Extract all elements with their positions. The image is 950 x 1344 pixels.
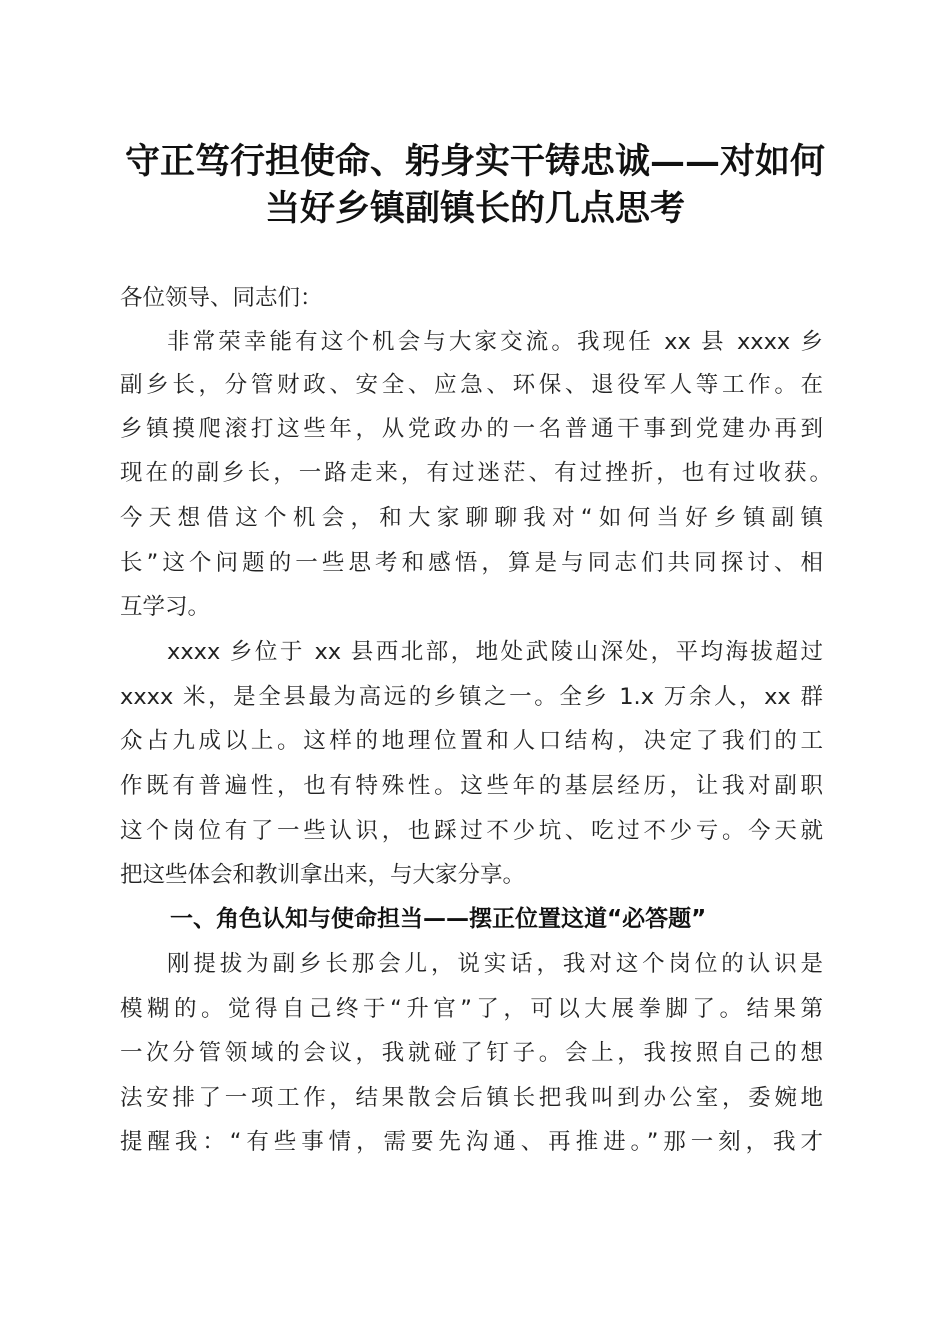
paragraph-2-line: xxxx 乡位于 xx 县西北部，地处武陵山深处，平均海拔超过 [167, 639, 823, 665]
document-title-line-2: 当好乡镇副镇长的几点思考 [264, 188, 685, 229]
paragraph-1-line: 现在的副乡长，一路走来，有过迷茫、有过挫折，也有过收获。 [120, 460, 832, 486]
paragraph-1-line: 长”这个问题的一些思考和感悟，算是与同志们共同探讨、相 [120, 550, 823, 576]
paragraph-2-line: xxxx 米，是全县最为高远的乡镇之一。全乡 1.x 万余人，xx 群 [120, 684, 823, 710]
paragraph-2-line: 把这些体会和教训拿出来，与大家分享。 [120, 862, 526, 888]
section-1-heading: 一、角色认知与使命担当——摆正位置这道“必答题” [170, 906, 707, 932]
paragraph-3-line: 提醒我：“有些事情，需要先沟通、再推进。”那一刻，我才 [120, 1129, 823, 1155]
paragraph-3-line: 法安排了一项工作，结果散会后镇长把我叫到办公室，委婉地 [120, 1085, 823, 1111]
paragraph-2-line: 作既有普遍性，也有特殊性。这些年的基层经历，让我对副职 [120, 773, 823, 799]
paragraph-2-line: 这个岗位有了一些认识，也踩过不少坑、吃过不少亏。今天就 [120, 818, 823, 844]
paragraph-3-line: 刚提拔为副乡长那会儿，说实话，我对这个岗位的认识是 [167, 951, 823, 977]
paragraph-1-line: 副乡长，分管财政、安全、应急、环保、退役军人等工作。在 [120, 372, 823, 398]
paragraph-1-line: 互学习。 [120, 594, 211, 620]
paragraph-3-line: 一次分管领域的会议，我就碰了钉子。会上，我按照自己的想 [120, 1040, 823, 1066]
salutation: 各位领导、同志们： [120, 285, 323, 311]
paragraph-2-line: 众占九成以上。这样的地理位置和人口结构，决定了我们的工 [120, 728, 823, 754]
paragraph-1-line: 今天想借这个机会，和大家聊聊我对“如何当好乡镇副镇 [120, 505, 823, 531]
document-title-line-1: 守正笃行担使命、躬身实干铸忠诚——对如何 [124, 141, 825, 182]
paragraph-1-line: 非常荣幸能有这个机会与大家交流。我现任 xx 县 xxxx 乡 [167, 329, 823, 355]
paragraph-1-line: 乡镇摸爬滚打这些年，从党政办的一名普通干事到党建办再到 [120, 416, 823, 442]
paragraph-3-line: 模糊的。觉得自己终于“升官”了，可以大展拳脚了。结果第 [120, 996, 823, 1022]
